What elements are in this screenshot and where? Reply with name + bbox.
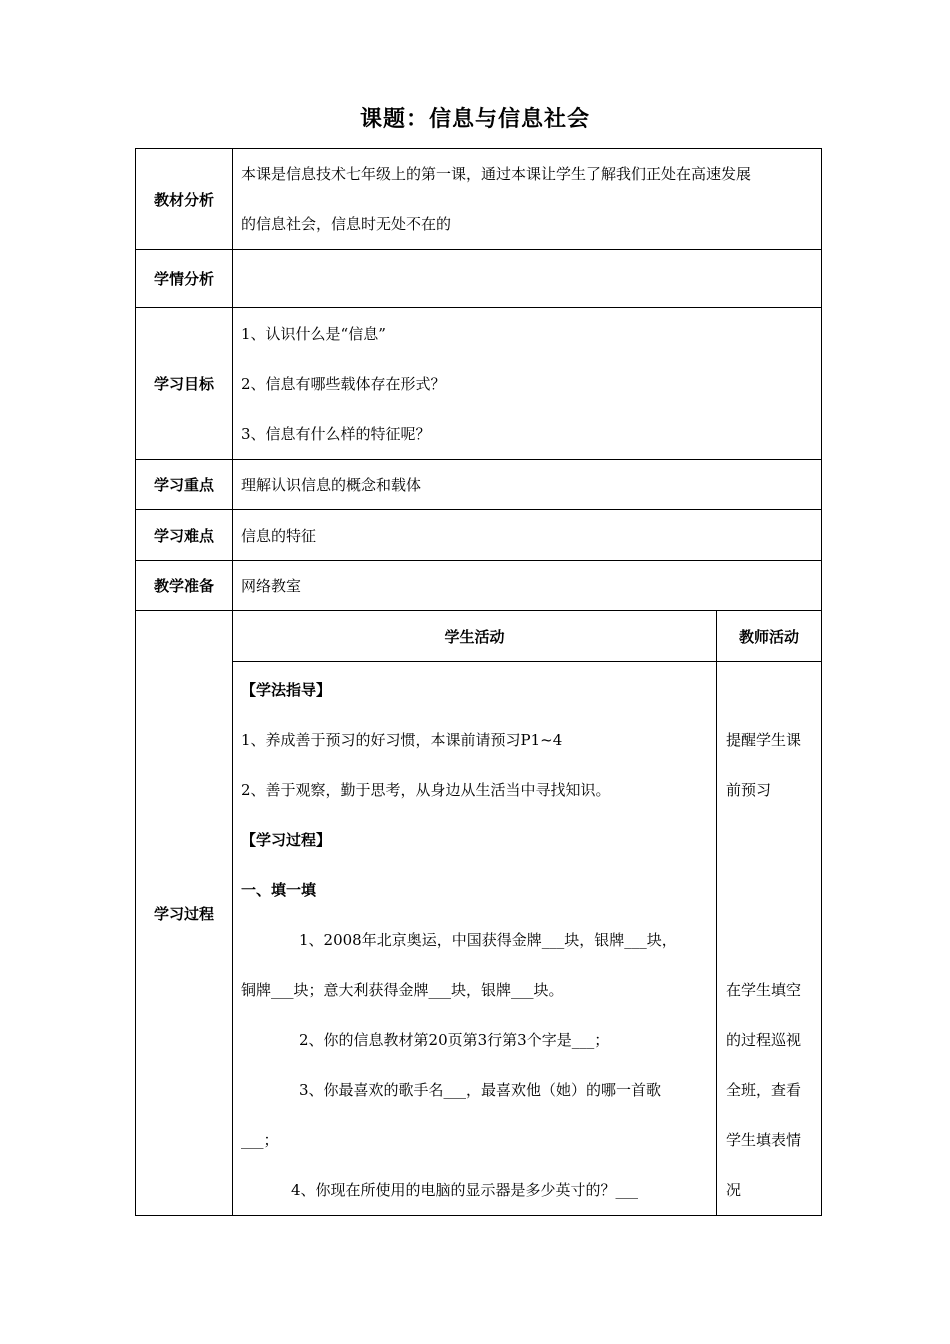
row-process-header <box>136 611 822 662</box>
page-title: 课题：信息与信息社会 <box>359 107 590 132</box>
label-difficulties: 学习难点 <box>136 510 233 561</box>
guidance-item: 1、养成善于预习的好习惯，本课前请预习P1~4 <box>241 731 563 749</box>
row-difficulties <box>136 510 822 561</box>
teacher-note-spacer <box>726 865 815 915</box>
preparation-content: 网络教室 <box>233 561 822 611</box>
objective-item: 3、信息有什么样的特征呢？ <box>241 424 431 443</box>
textbook-line: 本课是信息技术七年级上的第一课，通过本课让学生了解我们正处在高速发展 <box>241 165 752 183</box>
label-key-points: 学习重点 <box>136 460 233 510</box>
row-objectives <box>136 308 822 460</box>
row-learner-analysis <box>136 250 822 308</box>
exercise-item: 3、你最喜欢的歌手名___，最喜欢他（她）的哪一首歌 <box>299 1081 662 1099</box>
teacher-note-line: 况 <box>726 1181 742 1199</box>
row-key-points <box>136 460 822 510</box>
difficulties-content: 信息的特征 <box>233 510 822 561</box>
objective-item: 2、信息有哪些载体存在形式？ <box>241 374 446 393</box>
objectives-content <box>233 308 822 460</box>
label-textbook-analysis: 教材分析 <box>136 149 233 250</box>
student-activity-header: 学生活动 <box>233 611 717 662</box>
label-learner-analysis: 学情分析 <box>136 250 233 308</box>
exercise-item-continued: 铜牌___块；意大利获得金牌___块，银牌___块。 <box>241 981 564 999</box>
row-process-body <box>136 662 822 1216</box>
row-textbook-analysis <box>136 149 822 250</box>
teacher-note-line: 在学生填空 <box>726 981 802 999</box>
row-preparation <box>136 561 822 611</box>
lesson-plan-table <box>135 148 822 1216</box>
teacher-activity-header: 教师活动 <box>717 611 822 662</box>
exercise-item: 4、你现在所使用的电脑的显示器是多少英寸的？___ <box>291 1181 639 1199</box>
teacher-note-line: 学生填表情 <box>726 1131 802 1149</box>
textbook-line: 的信息社会，信息时无处不在的 <box>241 215 452 233</box>
teacher-note-spacer <box>726 915 815 965</box>
student-activity-content <box>233 662 717 1216</box>
objective-item: 1、认识什么是“信息” <box>241 324 386 343</box>
exercise-item: 2、你的信息教材第20页第3行第3个字是___； <box>299 1031 610 1049</box>
exercise-heading: 一、填一填 <box>241 881 317 899</box>
exercise-item-continued: ___； <box>241 1131 279 1149</box>
label-preparation: 教学准备 <box>136 561 233 611</box>
teacher-note-line: 提醒学生课 <box>726 731 802 749</box>
teacher-activity-content <box>717 662 822 1216</box>
teacher-note-line: 前预习 <box>726 781 772 799</box>
guidance-item: 2、善于观察，勤于思考，从身边从生活当中寻找知识。 <box>241 781 611 799</box>
learner-analysis-content <box>233 250 822 308</box>
label-process: 学习过程 <box>136 611 233 1216</box>
textbook-analysis-content <box>233 149 822 250</box>
label-objectives: 学习目标 <box>136 308 233 460</box>
teacher-note-spacer <box>726 815 815 865</box>
section-heading: 【学习过程】 <box>241 831 332 849</box>
section-heading: 【学法指导】 <box>241 681 332 699</box>
teacher-note-line: 全班，查看 <box>726 1081 802 1099</box>
exercise-item: 1、2008年北京奥运，中国获得金牌___块，银牌___块， <box>299 931 677 949</box>
teacher-note-line: 的过程巡视 <box>726 1031 802 1049</box>
key-points-content: 理解认识信息的概念和载体 <box>233 460 822 510</box>
